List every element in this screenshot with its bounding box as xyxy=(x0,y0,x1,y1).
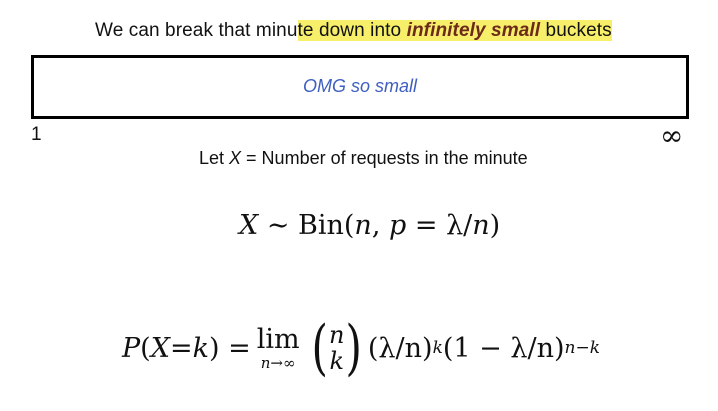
limit-operator xyxy=(256,323,300,372)
eq2-term1-exponent: k xyxy=(432,338,443,358)
axis-infinity-label: ∞ xyxy=(660,119,684,152)
eq2-k: k xyxy=(192,332,209,364)
box-note: OMG so small xyxy=(302,76,417,96)
eq1-variable: X xyxy=(239,210,259,241)
limit-pmf-equation xyxy=(122,313,601,383)
title-emphasis: infinitely small xyxy=(406,20,541,41)
eq1-n: n xyxy=(354,210,372,241)
eq2-term2: (1 − λ/n) xyxy=(442,332,565,364)
definition-line xyxy=(199,148,528,169)
slide-title xyxy=(95,20,612,42)
title-highlight xyxy=(298,20,612,41)
binomial-distribution-equation xyxy=(239,210,500,241)
definition-prefix: Let xyxy=(199,148,230,168)
binom-top: n xyxy=(329,320,345,349)
eq2-open-paren: ( xyxy=(140,332,151,364)
eq2-inner-equals: = xyxy=(169,332,193,364)
binom-right-paren: ) xyxy=(345,313,363,383)
definition-variable: X xyxy=(229,148,242,168)
eq2-X: X xyxy=(150,332,170,364)
binom-left-paren: ( xyxy=(311,313,328,383)
definition-suffix: = Number of requests in the minute xyxy=(241,148,528,168)
title-highlight-end: buckets xyxy=(540,20,612,41)
eq2-P: P xyxy=(122,332,141,364)
eq1-comma: , xyxy=(371,210,389,241)
eq1-relation: ∼ Bin( xyxy=(258,210,355,241)
axis-start-label: 1 xyxy=(31,124,42,145)
eq1-n-denominator: n xyxy=(472,210,490,241)
binom-stack xyxy=(329,322,344,375)
eq2-term1: (λ/n) xyxy=(367,332,433,364)
title-highlight-start: te down into xyxy=(297,20,407,41)
limit-label: lim xyxy=(256,323,300,355)
eq2-term2-exponent: n−k xyxy=(564,338,601,358)
title-plain-text: We can break that minu xyxy=(95,20,298,41)
limit-subscript: n→∞ xyxy=(260,353,296,372)
binom-bottom: k xyxy=(329,347,344,375)
eq1-p: p xyxy=(388,210,407,241)
eq1-equals: = λ/ xyxy=(406,210,473,241)
eq2-equals: ) = xyxy=(208,332,251,364)
binomial-coefficient xyxy=(308,313,366,383)
eq1-close-paren: ) xyxy=(489,210,501,241)
minute-bucket-box xyxy=(31,55,689,119)
